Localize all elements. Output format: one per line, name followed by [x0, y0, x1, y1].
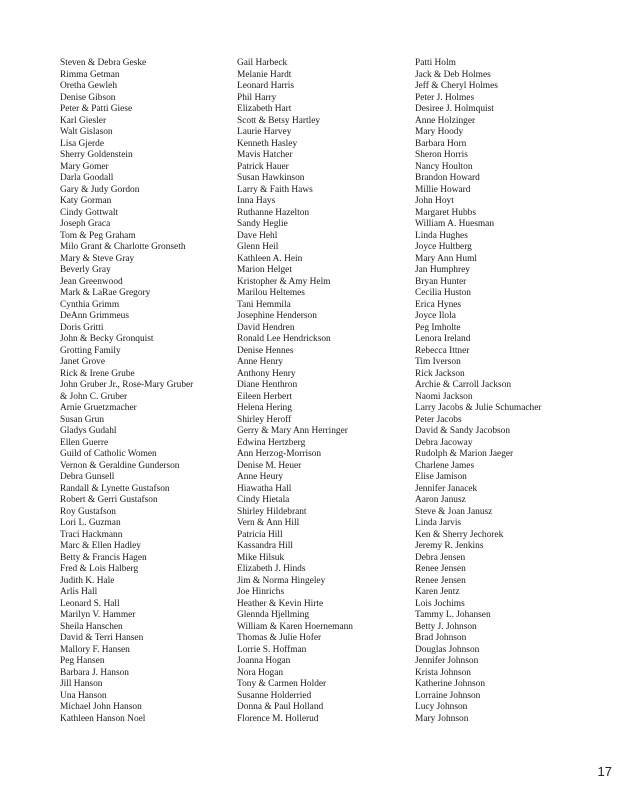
donor-name: Cecilia Huston	[415, 288, 471, 298]
donor-name: Renee Jensen	[415, 564, 466, 574]
donor-name: Gerry & Mary Ann Herringer	[237, 426, 348, 436]
donor-name: Mary & Steve Gray	[60, 253, 135, 264]
donor-name: Eileen Herbert	[237, 391, 292, 402]
donor-name: Robert & Gerri Gustafson	[60, 495, 158, 505]
donor-name: Mary Ann Huml	[415, 253, 477, 264]
name-column-2	[237, 58, 353, 725]
donor-name: Rebecca Ittner	[415, 345, 470, 356]
donor-name: Erica Hynes	[415, 299, 462, 310]
donor-name: Mark & LaRae Gregory	[60, 288, 151, 298]
donor-name: Cindy Gottwalt	[60, 207, 119, 218]
donor-name: Joyce Hultberg	[415, 242, 472, 252]
donor-name: Joyce Ilola	[415, 311, 456, 321]
donor-name: Tammy L. Johansen	[415, 610, 491, 620]
donor-name: Larry Jacobs & Julie Schumacher	[415, 403, 542, 413]
donor-name: Mary Hoody	[415, 127, 464, 137]
donor-name: Mavis Hatcher	[237, 150, 293, 160]
donor-name: Millie Howard	[415, 184, 471, 195]
donor-name: Vern & Ann Hill	[237, 518, 300, 528]
donor-name: Jeff & Cheryl Holmes	[415, 81, 498, 91]
donor-name: Tani Hemmila	[237, 299, 291, 310]
donor-name: William & Karen Hoernemann	[237, 621, 353, 632]
donor-name: Naomi Jackson	[415, 391, 473, 402]
donor-name: Heather & Kevin Hirte	[237, 598, 324, 609]
donor-name: Shirley Hildebrant	[237, 506, 307, 517]
donor-name: Shirley Heroff	[237, 414, 292, 425]
donor-name: Fred & Lois Halberg	[60, 564, 139, 574]
donor-name: Desiree J. Holmquist	[415, 104, 494, 114]
donor-name: William A. Huesman	[415, 219, 495, 229]
donor-name: Nancy Houlton	[415, 161, 473, 172]
donor-name: Debra Jacoway	[415, 437, 473, 448]
donor-name: Tony & Carmen Holder	[237, 679, 327, 689]
donor-name: Katherine Johnson	[415, 679, 486, 689]
donor-name: Anthony Henry	[237, 368, 296, 379]
donor-name: Sheron Horris	[415, 150, 468, 160]
donor-name: Peter Jacobs	[415, 414, 462, 425]
donor-name: Randall & Lynette Gustafson	[60, 483, 170, 494]
donor-name: Gail Harbeck	[237, 58, 288, 68]
donor-name: Tom & Peg Graham	[60, 230, 136, 241]
donor-name: Tim Iverson	[415, 357, 461, 367]
donor-name: Glennda Hjellming	[237, 610, 310, 620]
donor-name: Mike Hilsuk	[237, 552, 285, 563]
donor-name: Michael John Hanson	[60, 702, 142, 712]
donor-name: Marion Helget	[237, 265, 292, 275]
donor-name: Joe Hinrichs	[237, 587, 285, 597]
donor-name: Barbara J. Hanson	[60, 667, 129, 678]
donor-name: Patrick Hauer	[237, 161, 289, 172]
donor-name: Karl Giesler	[60, 115, 107, 126]
donor-name: Betty J. Johnson	[415, 621, 477, 632]
donor-name: Peter & Patti Giese	[60, 104, 133, 114]
donor-name: Krista Johnson	[415, 667, 471, 678]
donor-name: Archie & Carroll Jackson	[415, 380, 512, 390]
donor-name: Sherry Goldenstein	[60, 150, 133, 160]
donor-name: Peter J. Holmes	[415, 92, 475, 103]
donor-name: Cindy Hietala	[237, 495, 290, 505]
donor-name: Peg Imholte	[415, 322, 461, 333]
donor-name: Larry & Faith Haws	[237, 184, 313, 195]
donor-name: Janet Grove	[60, 357, 106, 367]
donor-name: Kenneth Hasley	[237, 138, 298, 149]
donor-name: John Hoyt	[415, 196, 454, 206]
donor-name: Sandy Heglie	[237, 219, 288, 229]
donor-name: Rick Jackson	[415, 368, 465, 379]
name-column-1	[60, 58, 193, 725]
donor-name: Melanie Hardt	[237, 69, 292, 80]
donor-name: Debra Gunsell	[60, 472, 115, 482]
donor-name: Scott & Betsy Hartley	[237, 115, 321, 126]
donor-name: Arnie Gruetzmacher	[60, 403, 137, 413]
donor-name: Brandon Howard	[415, 173, 480, 183]
donor-name: Margaret Hubbs	[415, 207, 477, 218]
donor-name: Kathleen A. Hein	[237, 253, 303, 264]
donor-name: Bryan Hunter	[415, 276, 467, 287]
donor-name: Betty & Francis Hagen	[60, 552, 147, 563]
donor-name: Josephine Henderson	[237, 311, 317, 321]
donor-name: Denise Hennes	[237, 345, 294, 356]
donor-name: Susan Grun	[60, 414, 105, 425]
donor-name: & John C. Gruber	[60, 391, 128, 402]
donor-name: Jennifer Johnson	[415, 656, 479, 666]
donor-name: Traci Hackmann	[60, 529, 123, 540]
donor-name: Phil Harry	[237, 92, 277, 103]
donor-name: Judith K. Hale	[60, 575, 115, 586]
donor-name: Jill Hanson	[60, 679, 103, 689]
donor-name: David Hendren	[237, 322, 295, 333]
donor-name: Anne Holzinger	[415, 115, 476, 126]
donor-name: Milo Grant & Charlotte Gronseth	[60, 242, 186, 252]
donor-name: Donna & Paul Holland	[237, 702, 324, 712]
donor-name: Lorrie S. Hoffman	[237, 644, 307, 655]
name-column-3	[415, 58, 542, 725]
donor-name: Laurie Harvey	[237, 127, 292, 137]
donor-name: Sheila Hanschen	[60, 621, 123, 632]
donor-name: Glenn Heil	[237, 242, 279, 252]
donor-name: Marilou Heltemes	[237, 288, 305, 298]
donor-name: Kathleen Hanson Noel	[60, 713, 146, 724]
donor-name: Debra Jensen	[415, 552, 466, 563]
donor-name: Jan Humphrey	[415, 265, 470, 275]
donor-name: Barbara Horn	[415, 138, 467, 149]
donor-name: Mary Johnson	[415, 713, 469, 724]
donor-name: Charlene James	[415, 460, 475, 471]
donor-name: Florence M. Hollerud	[237, 713, 319, 724]
donor-name: Lori L. Guzman	[60, 518, 121, 528]
donor-name: Joseph Graca	[60, 219, 111, 229]
donor-name: Jack & Deb Holmes	[415, 69, 491, 80]
donor-name: Karen Jentz	[415, 587, 460, 597]
donor-name: Marilyn V. Hammer	[60, 610, 136, 620]
donor-name: Ken & Sherry Jechorek	[415, 529, 504, 540]
donor-name: Guild of Catholic Women	[60, 449, 157, 459]
donor-name: Lorraine Johnson	[415, 690, 481, 701]
donor-name: Leonard S. Hall	[60, 598, 120, 609]
donor-name: Jeremy R. Jenkins	[415, 541, 484, 551]
donor-name: Gary & Judy Gordon	[60, 184, 140, 195]
donor-name: Una Hanson	[60, 690, 107, 701]
donor-name: Patricia Hill	[237, 529, 283, 540]
donor-name: Lois Jochims	[415, 598, 465, 609]
donor-name: Doris Gritti	[60, 322, 104, 333]
donor-name: Diane Henthron	[237, 380, 298, 390]
donor-name: Grotting Family	[60, 345, 121, 356]
donor-name: Anne Henry	[237, 357, 284, 367]
donor-name: Jean Greenwood	[60, 276, 123, 287]
donor-name: Renee Jensen	[415, 575, 466, 586]
donor-name: Aaron Janusz	[415, 495, 466, 505]
donor-name: Jim & Norma Hingeley	[237, 575, 326, 586]
donor-name: Arlis Hall	[60, 587, 98, 597]
donor-name: Joanna Hogan	[237, 656, 291, 666]
donor-name: Linda Hughes	[415, 230, 468, 241]
donor-name: Lenora Ireland	[415, 334, 471, 344]
page-number: 17	[597, 764, 612, 779]
donor-name: Dave Hehl	[237, 230, 278, 241]
donor-name: Walt Gislason	[60, 127, 113, 137]
donor-name: Ann Herzog-Morrison	[237, 449, 322, 459]
donor-name: Rimma Getman	[60, 69, 120, 80]
donor-name: Anne Heury	[237, 472, 284, 482]
donor-name: Elizabeth J. Hinds	[237, 564, 306, 574]
donor-name: Ruthanne Hazelton	[237, 207, 310, 218]
donor-name: Leonard Harris	[237, 81, 295, 91]
donor-name: Douglas Johnson	[415, 644, 480, 655]
donor-name: Peg Hansen	[60, 656, 105, 666]
donor-name: David & Terri Hansen	[60, 633, 144, 643]
donor-name: Helena Hering	[237, 403, 292, 413]
donor-name: Elizabeth Hart	[237, 104, 292, 114]
donor-name: Linda Jarvis	[415, 518, 462, 528]
donor-name: Beverly Gray	[60, 265, 111, 275]
donor-name: Ellen Guerre	[60, 437, 109, 448]
donor-name: Inna Hays	[237, 196, 276, 206]
donor-name: Oretha Gewleh	[60, 81, 118, 91]
donor-name: Mary Gomer	[60, 161, 109, 172]
donor-name: Brad Johnson	[415, 633, 467, 643]
donor-name: Hiawatha Hall	[237, 483, 292, 494]
donor-name: Rudolph & Marion Jaeger	[415, 449, 514, 459]
donor-name: Steve & Joan Janusz	[415, 506, 493, 517]
donor-name: Ronald Lee Hendrickson	[237, 334, 331, 344]
donor-name: Susan Hawkinson	[237, 173, 305, 183]
donor-name: Gladys Gudahl	[60, 426, 117, 436]
donor-name: Kristopher & Amy Helm	[237, 276, 331, 287]
donor-name: John & Becky Gronquist	[60, 334, 154, 344]
donor-name: Nora Hogan	[237, 667, 284, 678]
donor-name: John Gruber Jr., Rose-Mary Gruber	[60, 380, 194, 390]
donor-name: Darla Goodall	[60, 173, 114, 183]
donor-name: Kassandra Hill	[237, 541, 293, 551]
donor-name: Denise M. Heuer	[237, 460, 302, 471]
donor-name: Susanne Holderried	[237, 690, 312, 701]
donor-name: DeAnn Grimmeus	[60, 311, 129, 321]
donor-name: Rick & Irene Grube	[60, 368, 135, 379]
donor-name: David & Sandy Jacobson	[415, 426, 511, 436]
donor-name: Cynthia Grimm	[60, 299, 120, 310]
donor-name: Denise Gibson	[60, 92, 116, 103]
donor-name: Roy Gustafson	[60, 506, 116, 517]
donor-name: Patti Holm	[415, 58, 456, 68]
donor-name: Edwina Hertzberg	[237, 437, 306, 448]
donor-name: Steven & Debra Geske	[60, 58, 147, 68]
donor-name: Thomas & Julie Hofer	[237, 633, 322, 643]
donor-name: Lucy Johnson	[415, 702, 468, 712]
donor-name: Vernon & Geraldine Gunderson	[60, 460, 180, 471]
donor-name: Mallory F. Hansen	[60, 644, 130, 655]
donor-name: Jennifer Janacek	[415, 483, 478, 494]
donor-name: Elise Jamison	[415, 472, 467, 482]
donor-name: Katy Gorman	[60, 196, 112, 206]
donor-name: Marc & Ellen Hadley	[60, 541, 141, 551]
donor-name: Lisa Gjerde	[60, 138, 104, 149]
